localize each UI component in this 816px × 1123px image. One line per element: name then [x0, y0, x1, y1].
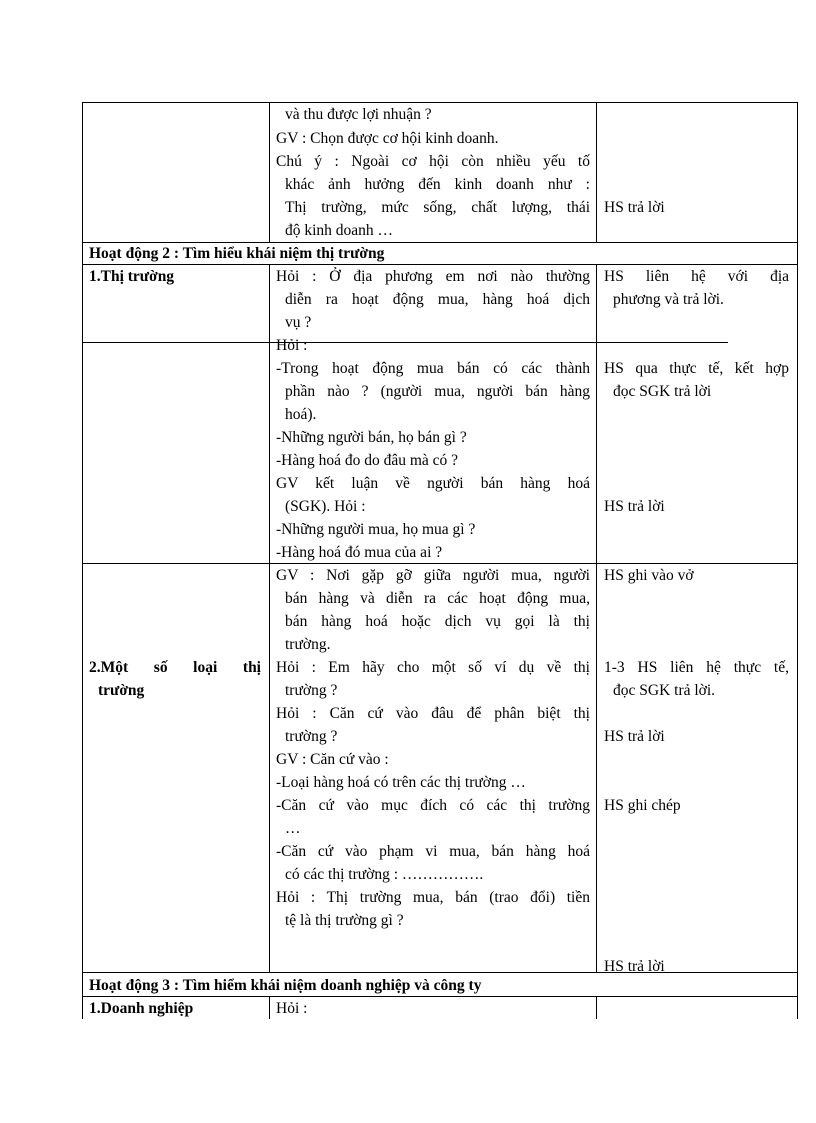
row4-middle-line: …: [285, 820, 301, 837]
section-title-enterprise: 1.Doanh nghiệp: [89, 1000, 194, 1017]
column-divider-1: [269, 264, 270, 972]
row4-right-line: HS trả lời: [604, 958, 665, 975]
row4-middle-line: tệ là thị trường gì ?: [285, 912, 404, 929]
row3-middle-line: hoá).: [285, 406, 317, 423]
row4-middle-line: -Căn cứ vào mục đích có các thị trường: [276, 797, 590, 814]
table-border-top: [82, 102, 798, 103]
section-title-market: 1.Thị trường: [89, 268, 175, 285]
row3-middle-line: GV kết luận về người bán hàng hoá: [276, 475, 590, 492]
row-divider: [82, 342, 728, 343]
row4-right-line: HS trả lời: [604, 728, 665, 745]
section-title-market-types: 2.Một số loại thị: [89, 659, 261, 676]
row4-middle-line: trường ?: [285, 682, 338, 699]
row4-right-line: đọc SGK trả lời.: [613, 682, 716, 699]
row1-right-line: HS trả lời: [604, 199, 665, 216]
row4-right-line: 1-3 HS liên hệ thực tế,: [604, 659, 789, 676]
column-divider-1: [269, 996, 270, 1019]
activity-3-heading: Hoạt động 3 : Tìm hiểm khái niệm doanh nghiệp và công ty: [89, 977, 482, 994]
row1-middle-line: khác ảnh hưởng đến kinh doanh như :: [285, 176, 590, 193]
table-border-right: [797, 102, 798, 1019]
row4-middle-line: Hỏi : Căn cứ vào đâu để phân biệt thị: [276, 705, 590, 722]
row2-middle-line: diễn ra hoạt động mua, hàng hoá dịch: [285, 291, 590, 308]
row4-middle-line: có các thị trường : …………….: [285, 866, 484, 883]
column-divider-2: [596, 102, 597, 242]
row2-right-line: HS liên hệ với địa: [604, 268, 789, 285]
row1-middle-line: Thị trường, mức sống, chất lượng, thái: [285, 199, 590, 216]
row3-middle-line: phần nào ? (người mua, người bán hàng: [285, 383, 590, 400]
table-border-left: [82, 102, 83, 1019]
row3-middle-line: -Những người bán, họ bán gì ?: [276, 429, 467, 446]
row4-middle-line: Hỏi : Em hãy cho một số ví dụ về thị: [276, 659, 590, 676]
row4-middle-line: -Căn cứ vào phạm vi mua, bán hàng hoá: [276, 843, 590, 860]
row4-middle-line: bán hàng hoá hoặc dịch vụ gọi là thị: [285, 613, 590, 630]
row3-middle-line: -Những người mua, họ mua gì ?: [276, 521, 476, 538]
row4-middle-line: trường ?: [285, 728, 338, 745]
row4-right-line: HS ghi chép: [604, 797, 681, 814]
row3-right-line: HS trả lời: [604, 498, 665, 515]
row2-middle-line: vụ ?: [285, 314, 312, 331]
row3-right-line: HS qua thực tế, kết hợp: [604, 360, 789, 377]
row1-middle-line: GV : Chọn được cơ hội kinh doanh.: [276, 130, 499, 147]
row4-right-line: HS ghi vào vở: [604, 567, 694, 584]
row1-middle-line: độ kinh doanh …: [285, 222, 394, 239]
row4-middle-line: trường.: [285, 636, 331, 653]
row3-middle-line: -Hàng hoá đó mua của ai ?: [276, 544, 443, 561]
row4-middle-line: -Loại hàng hoá có trên các thị trường …: [276, 774, 526, 791]
column-divider-2: [596, 264, 597, 972]
row3-right-line: đọc SGK trả lời: [613, 383, 712, 400]
row1-middle-line: và thu được lợi nhuận ?: [285, 106, 432, 123]
row4-middle-line: bán hàng và diễn ra các hoạt động mua,: [285, 590, 590, 607]
row4-middle-line: Hỏi : Thị trường mua, bán (trao đổi) tiền: [276, 889, 590, 906]
row2-right-line: phương và trả lời.: [613, 291, 724, 308]
section-title-market-types: trường: [98, 682, 145, 699]
row3-middle-line: (SGK). Hỏi :: [285, 498, 366, 515]
row2-middle-line: Hỏi : Ở địa phương em nơi nào thường: [276, 268, 590, 285]
row4-middle-line: GV : Căn cứ vào :: [276, 751, 389, 768]
row3-middle-line: -Trong hoạt động mua bán có các thành: [276, 360, 590, 377]
row4-middle-line: GV : Nơi gặp gỡ giữa người mua, người: [276, 567, 590, 584]
row3-middle-line: Hỏi :: [276, 337, 308, 354]
column-divider-1: [269, 102, 270, 242]
row5-middle-line: Hỏi :: [276, 1000, 308, 1017]
row-divider: [82, 972, 798, 973]
row3-middle-line: -Hàng hoá đo do đâu mà có ?: [276, 452, 459, 469]
column-divider-2: [596, 996, 597, 1019]
row1-middle-line: Chú ý : Ngoài cơ hội còn nhiều yếu tố: [276, 153, 590, 170]
activity-2-heading: Hoạt động 2 : Tìm hiểu khái niệm thị trường: [89, 245, 385, 262]
